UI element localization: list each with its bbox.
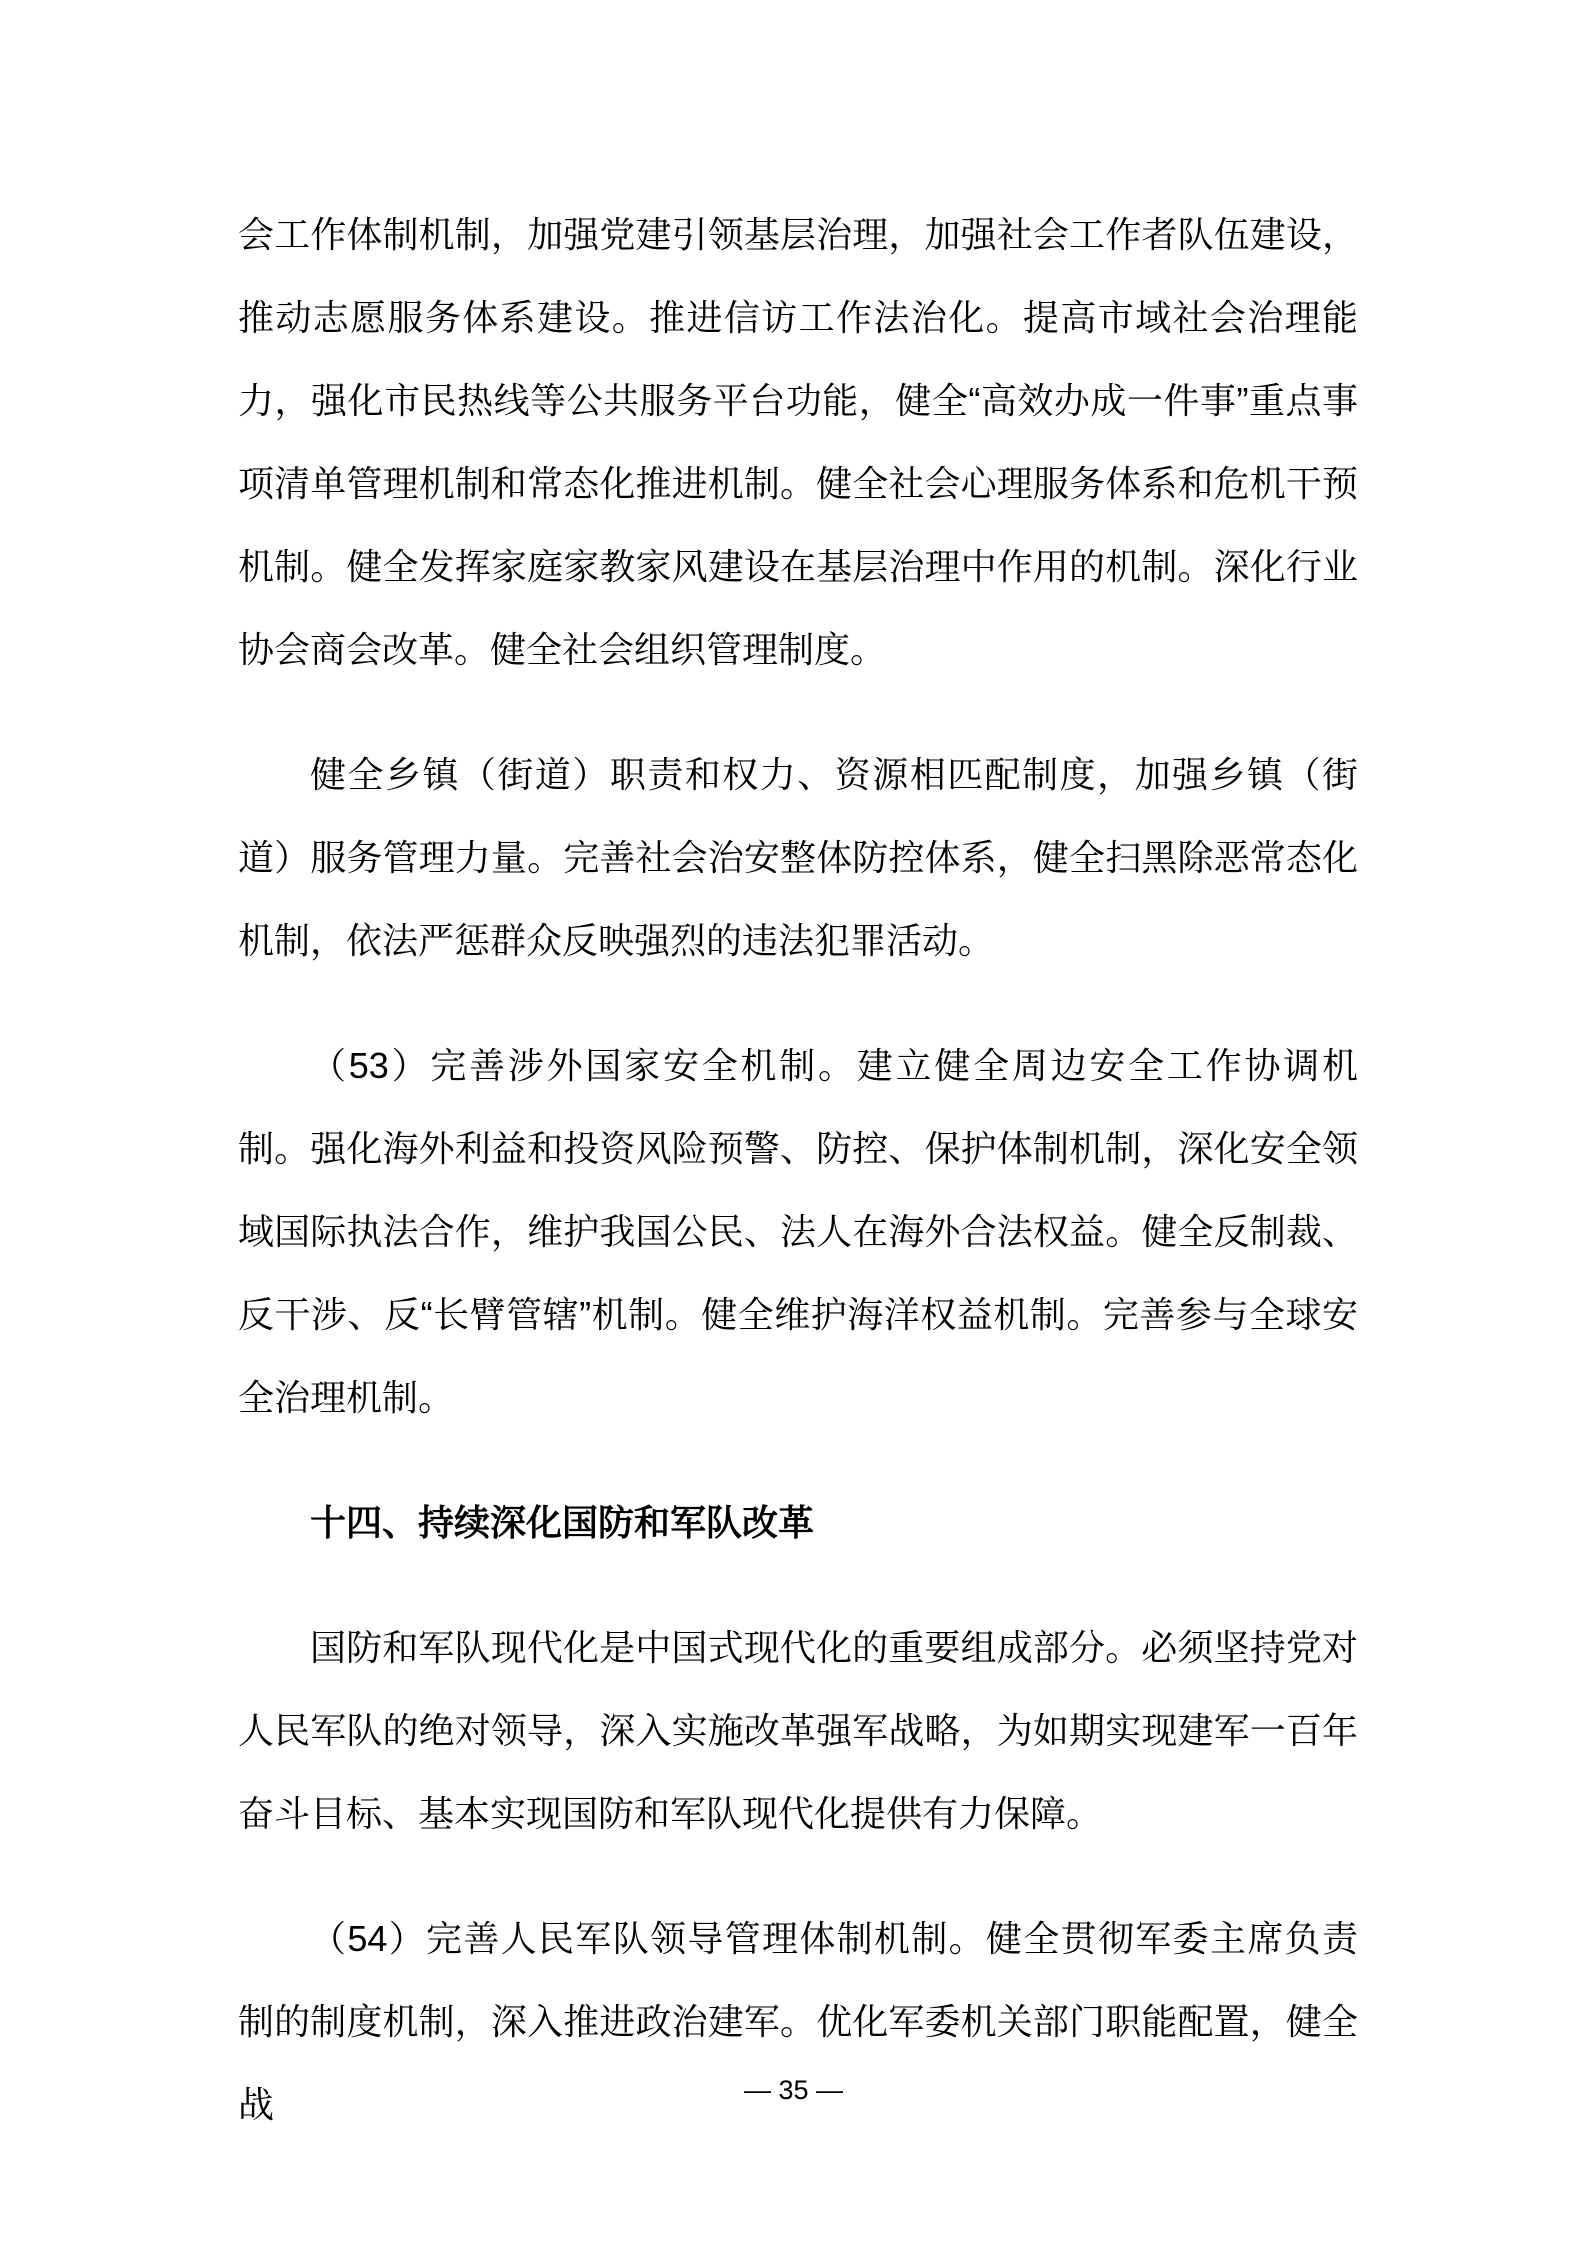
document-body <box>238 193 1358 2188</box>
paragraph-item-54: （54）完善人民军队领导管理体制机制。健全贯彻军委主席负责制的制度机制，深入推进政治建军。优化军委机关部门职能配置，健全战 <box>238 1918 1358 2125</box>
paragraph-township-governance: 健全乡镇（街道）职责和权力、资源相匹配制度，加强乡镇（街道）服务管理力量。完善社会治安整体防控体系，健全扫黑除恶常态化机制，依法严惩群众反映强烈的违法犯罪活动。 <box>238 754 1358 961</box>
section-heading-14: 十四、持续深化国防和军队改革 <box>310 1502 815 1543</box>
paragraph-continuation: 会工作体制机制，加强党建引领基层治理，加强社会工作者队伍建设，推动志愿服务体系建设。推进信访工作法治化。提高市域社会治理能力，强化市民热线等公共服务平台功能，健全“高效办成一件事”重点事项清单管理机制和常态化推进机制。健全社会心理服务体系和危机干预机制。健全发挥家庭家教家风建设在基层治理中作用的机制。深化行业协会商会改革。健全社会组织管理制度。 <box>238 214 1358 670</box>
paragraph-item-53: （53）完善涉外国家安全机制。建立健全周边安全工作协调机制。强化海外利益和投资风险预警、防控、保护体制机制，深化安全领域国际执法合作，维护我国公民、法人在海外合法权益。健全反制裁、反干涉、反“长臂管辖”机制。健全维护海洋权益机制。完善参与全球安全治理机制。 <box>238 1045 1358 1418</box>
page-number: — 35 — <box>743 2075 844 2105</box>
paragraph-national-defense-intro: 国防和军队现代化是中国式现代化的重要组成部分。必须坚持党对人民军队的绝对领导，深入实施改革强军战略，为如期实现建军一百年奋斗目标、基本实现国防和军队现代化提供有力保障。 <box>238 1627 1358 1834</box>
